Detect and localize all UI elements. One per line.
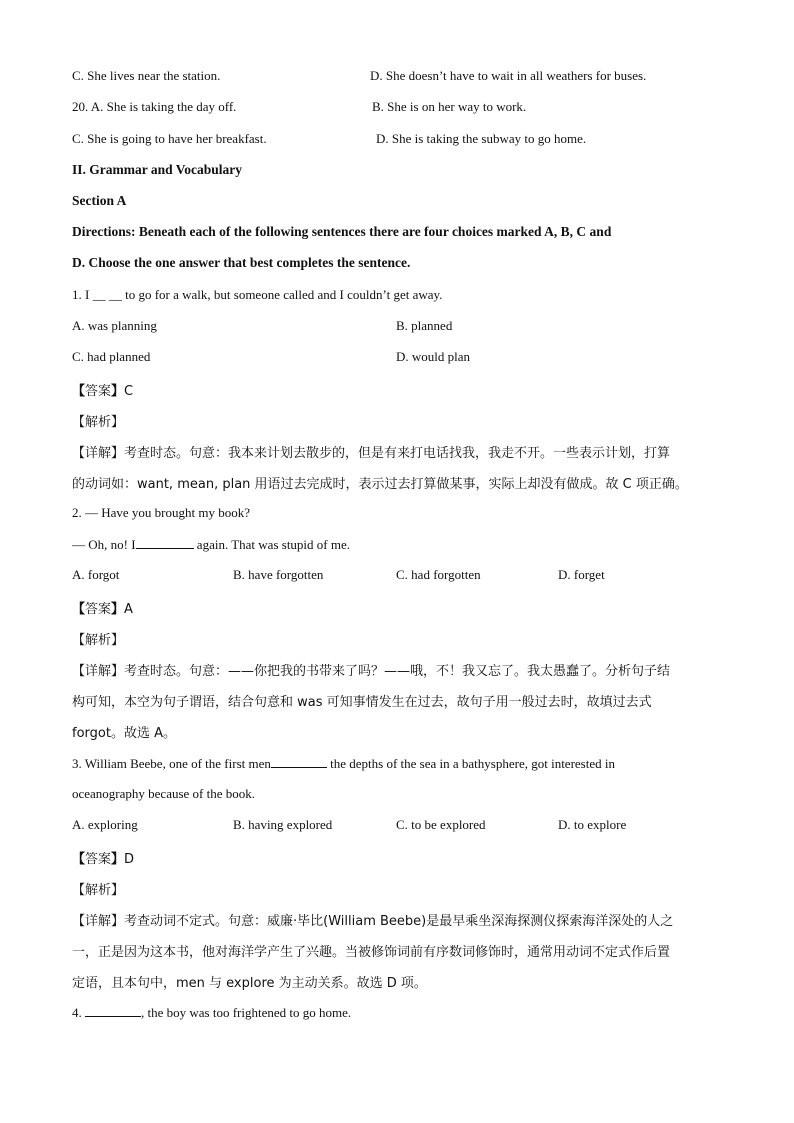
q1-option-a: A. was planning xyxy=(72,318,157,333)
q3-answer: 【答案】D xyxy=(72,852,135,867)
directions-line-2: D. Choose the one answer that best completes the sentence. xyxy=(72,255,411,270)
q2-detail-line-1: 【详解】考查时态。句意：——你把我的书带来了吗？——哦，不！我又忘了。我太愚蠢了。分析句子结 xyxy=(72,664,671,679)
q20-option-a: 20. A. She is taking the day off. xyxy=(72,99,237,114)
q3-analysis-label: 【解析】 xyxy=(72,883,125,898)
q1-blank: __ __ xyxy=(92,287,122,302)
q1-option-b: B. planned xyxy=(396,318,453,333)
q2-answer: 【答案】A xyxy=(72,602,133,617)
q3-option-a: A. exploring xyxy=(72,817,138,832)
q2-option-a: A. forgot xyxy=(72,567,120,582)
q2-answer-value: A xyxy=(124,602,133,617)
q1-answer: 【答案】C xyxy=(72,384,134,399)
q4-blank xyxy=(85,1004,141,1017)
q3-detail-line-3: 定语，且本句中，men 与 explore 为主动关系。故选 D 项。 xyxy=(72,976,427,991)
q3-answer-value: D xyxy=(124,852,135,867)
part-title: II. Grammar and Vocabulary xyxy=(72,162,243,177)
q2-detail-line-3: forgot。故选 A。 xyxy=(72,726,176,741)
q1-analysis-label: 【解析】 xyxy=(72,415,125,430)
q3-blank xyxy=(271,755,327,768)
q4-stem: 4. , the boy was too frightened to go home. xyxy=(72,1005,352,1020)
q2-option-d: D. forget xyxy=(558,567,605,582)
q2-option-b: B. have forgotten xyxy=(233,567,324,582)
q2-option-c: C. had forgotten xyxy=(396,567,481,582)
directions-line-1: Directions: Beneath each of the following sentences there are four choices marked A, B, C and xyxy=(72,224,612,239)
q1-answer-value: C xyxy=(124,384,134,399)
q2-blank xyxy=(136,536,194,549)
q3-option-b: B. having explored xyxy=(233,817,333,832)
q2-stem-1: 2. — Have you brought my book? xyxy=(72,505,251,520)
q19-option-d: D. She doesn’t have to wait in all weathers for buses. xyxy=(370,68,647,83)
q3-detail-line-2: 一，正是因为这本书，他对海洋学产生了兴趣。当被修饰词前有序数词修饰时，通常用动词不定式作后置 xyxy=(72,945,671,960)
q1-detail-line-1: 【详解】考查时态。句意：我本来计划去散步的，但是有来打电话找我，我走不开。一些表示计划，打算 xyxy=(72,446,671,461)
section-title: Section A xyxy=(72,193,127,208)
q1-detail-line-2: 的动词如：want, mean, plan 用语过去完成时，表示过去打算做某事，实际上却没有做成。故 C 项正确。 xyxy=(72,477,688,492)
q3-detail-line-1: 【详解】考查动词不定式。句意：威廉·毕比(William Beebe)是最早乘坐深海探测仪探索海洋深处的人之 xyxy=(72,914,674,929)
q3-option-d: D. to explore xyxy=(558,817,627,832)
q3-option-c: C. to be explored xyxy=(396,817,486,832)
q3-stem-1: 3. William Beebe, one of the first men the depths of the sea in a bathysphere, got interested in xyxy=(72,756,615,771)
q1-option-d: D. would plan xyxy=(396,349,471,364)
q3-stem-2: oceanography because of the book. xyxy=(72,786,256,801)
q2-analysis-label: 【解析】 xyxy=(72,633,125,648)
q20-option-d: D. She is taking the subway to go home. xyxy=(376,131,587,146)
q2-stem-2: — Oh, no! I again. That was stupid of me. xyxy=(72,537,350,552)
q19-option-c: C. She lives near the station. xyxy=(72,68,221,83)
q2-detail-line-2: 构可知，本空为句子谓语，结合句意和 was 可知事情发生在过去，故句子用一般过去时，故填过去式 xyxy=(72,695,652,710)
q1-option-c: C. had planned xyxy=(72,349,151,364)
q20-option-c: C. She is going to have her breakfast. xyxy=(72,131,267,146)
q20-option-b: B. She is on her way to work. xyxy=(372,99,527,114)
q1-stem: 1. I __ __ to go for a walk, but someone called and I couldn’t get away. xyxy=(72,287,443,302)
